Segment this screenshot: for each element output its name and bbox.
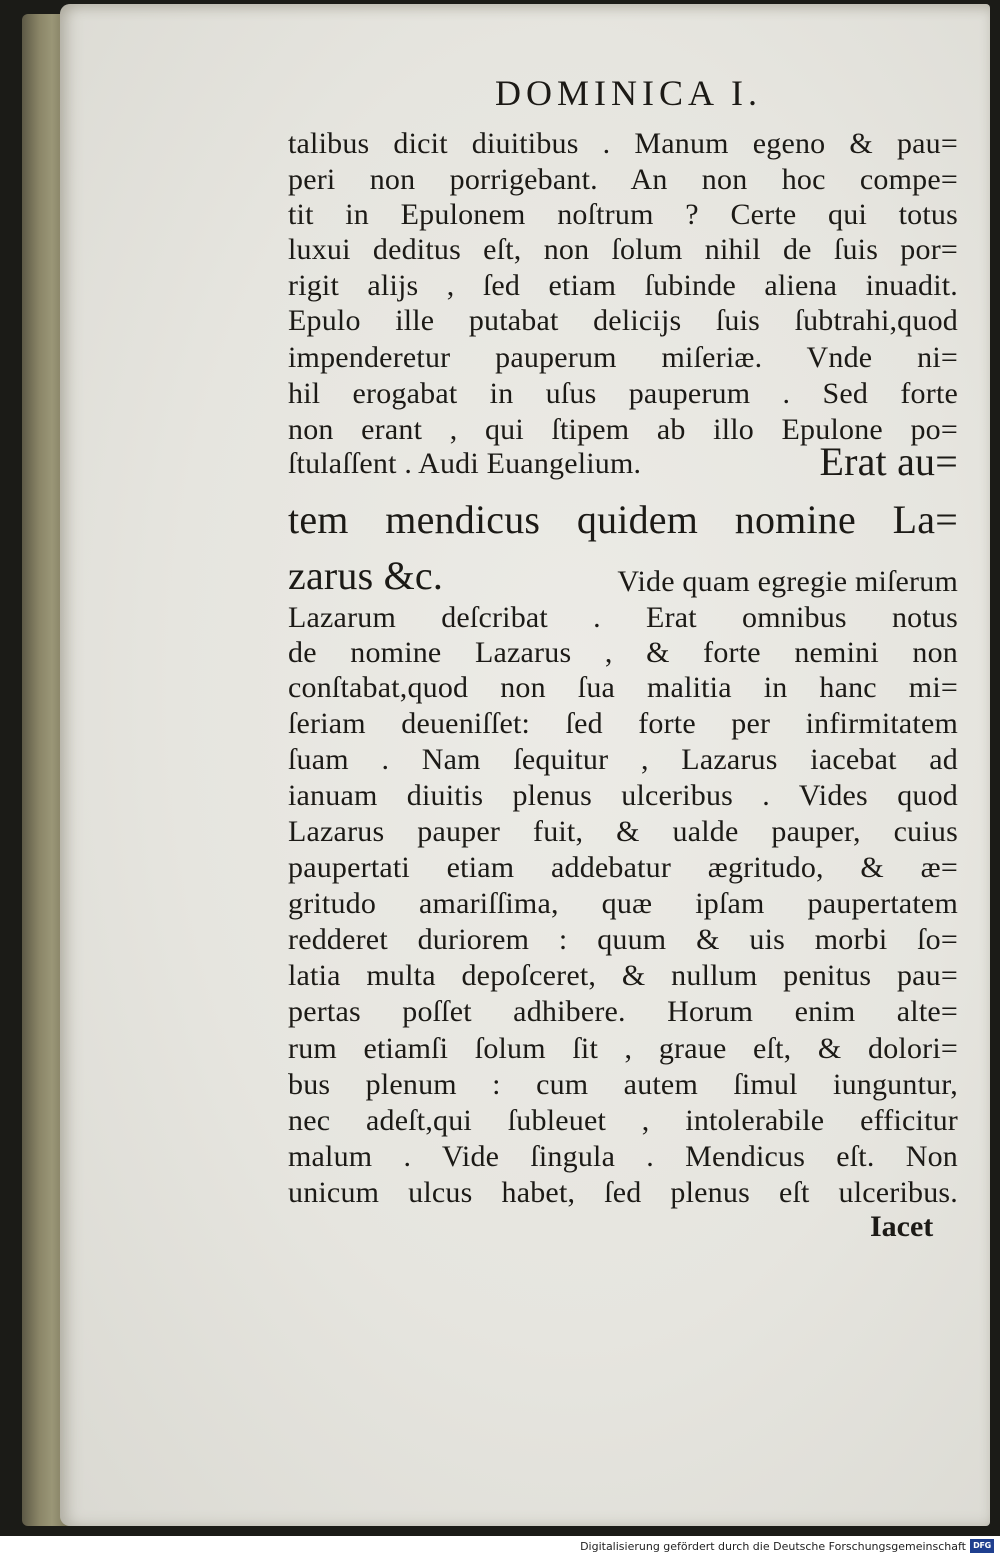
catchword: Iacet [870, 1210, 934, 1243]
text-line-3: tit in Epulonem noſtrum ? Certe qui totus [288, 198, 958, 231]
text-line-22: redderet duriorem : quum & uis morbi ſo= [288, 923, 958, 956]
text-line-27: nec adeſt,qui ſubleuet , intolerabile efficitur [288, 1104, 958, 1137]
text-line-28: malum . Vide ſingula . Mendicus eſt. Non [288, 1140, 958, 1173]
text-line-10 [288, 439, 958, 484]
gospel-quote-line: tem mendicus quidem nomine La= [288, 497, 958, 542]
text-line-21: gritudo amariſſima, quæ ipſam paupertatem [288, 887, 958, 920]
text-line-14: de nomine Lazarus , & forte nemini non [288, 636, 958, 669]
text-line-16: ſeriam deueniſſet: ſed forte per infirmitatem [288, 707, 958, 740]
text-line-8: hil erogabat in uſus pauperum . Sed forte [288, 377, 958, 410]
text-line-15: conſtabat,quod non ſua malitia in hanc mi= [288, 671, 958, 704]
text-line-4: luxui deditus eſt, non ſolum nihil de ſuis por= [288, 233, 958, 266]
text-line-10-start: ſtulaſſent . Audi Euangelium. [288, 447, 642, 480]
text-line-12 [288, 553, 958, 598]
funding-notice: Digitalisierung gefördert durch die Deutsche Forschungsgemeinschaft [580, 1540, 966, 1553]
text-line-23: latia multa depoſceret, & nullum penitus pau= [288, 959, 958, 992]
text-line-13: Lazarum deſcribat . Erat omnibus notus [288, 601, 958, 634]
text-line-2: peri non porrigebant. An non hoc compe= [288, 163, 958, 196]
text-line-9: non erant , qui ſtipem ab illo Epulone po= [288, 413, 958, 446]
gospel-quote-end: zarus &c. [288, 553, 444, 598]
text-line-25: rum etiamſi ſolum ſit , graue eſt, & dolori= [288, 1032, 958, 1065]
dfg-logo: DFG [970, 1539, 994, 1553]
text-line-5: rigit alijs , ſed etiam ſubinde aliena inuadit. [288, 269, 958, 302]
text-line-17: ſuam . Nam ſequitur , Lazarus iacebat ad [288, 743, 958, 776]
text-line-24: pertas poſſet adhibere. Horum enim alte= [288, 995, 958, 1028]
footer-bar [0, 1536, 1000, 1558]
text-line-18: ianuam diuitis plenus ulceribus . Vides quod [288, 779, 958, 812]
text-line-19: Lazarus pauper fuit, & ualde pauper, cuius [288, 815, 958, 848]
gospel-quote-start: Erat au= [819, 439, 958, 484]
running-title: DOMINICA I. [495, 73, 762, 113]
text-line-29: unicum ulcus habet, ſed plenus eſt ulceribus. [288, 1176, 958, 1209]
text-line-12-rest: Vide quam egregie miſerum [617, 565, 958, 598]
text-line-1: talibus dicit diuitibus . Manum egeno & pau= [288, 127, 958, 160]
text-line-7: impenderetur pauperum miſeriæ. Vnde ni= [288, 341, 958, 374]
text-line-20: paupertati etiam addebatur ægritudo, & æ= [288, 851, 958, 884]
text-line-6: Epulo ille putabat delicijs ſuis ſubtrahi,quod [288, 304, 958, 337]
text-line-26: bus plenum : cum autem ſimul iunguntur, [288, 1068, 958, 1101]
